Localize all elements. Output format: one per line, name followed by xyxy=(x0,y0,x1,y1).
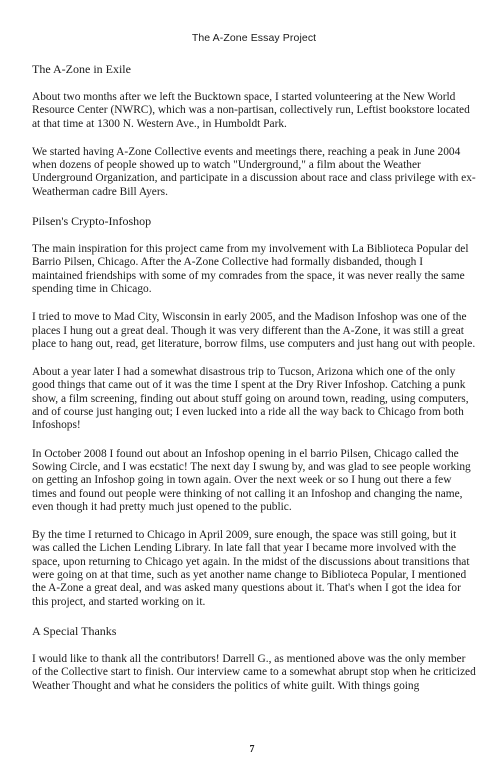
paragraph: In October 2008 I found out about an Infoshop opening in el barrio Pilsen, Chicago called the Sowing Circle, and I was ecstatic! The next day I swung by, and was glad to see people working on getting an Infoshop going in town again. Over the next week or so I hung out there a few times and found out people were thinking of not calling it an Infoshop and changing the name, even though it had pretty much just opened to the public. xyxy=(32,447,471,513)
paragraph: We started having A-Zone Collective events and meetings there, reaching a peak in June 2004 when dozens of people showed up to watch "Underground," a film about the Weather Underground Organization, and participate in a discussion about race and class privilege with ex-Weatherman cadre Bill Ayers. xyxy=(32,145,476,198)
paragraph: I tried to move to Mad City, Wisconsin in early 2005, and the Madison Infoshop was one of the places I hung out a great deal. Though it was very different than the A-Zone, it was still a great place to hang out, read, get literature, borrow films, use computers and just hang out with people. xyxy=(32,311,476,350)
page-number: 7 xyxy=(249,744,255,755)
paragraph: About a year later I had a somewhat disastrous trip to Tucson, Arizona which one of the only good things that came out of it was the time I spent at the Dry River Infoshop. Catching a punk show, a film screening, finding out about stuff going on around town, reading, using computers, and of course just hanging out; I even lucked into a ride all the way back to Chicago from both Infoshops! xyxy=(32,366,469,432)
section-heading-crypto-infoshop: Pilsen's Crypto-Infoshop xyxy=(32,214,152,229)
paragraph: I would like to thank all the contributors! Darrell G., as mentioned above was the only member of the Collective start to finish. Our interview came to a somewhat abrupt stop when he criticized Weather Thought and what he considers the politics of white guilt. With things going xyxy=(32,652,476,692)
paragraph: By the time I returned to Chicago in April 2009, sure enough, the space was still going, but it was called the Lichen Lending Library. In late fall that year I became more involved with the space, upon returning to Chicago yet again. In the midst of the discussions about transitions that were going on at that time, such as yet another name change to Biblioteca Popular, I mentioned the A-Zone a great deal, and was asked many questions about it. That's when I got the idea for this project, and started working on it. xyxy=(32,529,470,608)
section-heading-exile: The A-Zone in Exile xyxy=(32,62,131,76)
running-head: The A-Zone Essay Project xyxy=(191,32,317,44)
paragraph: About two months after we left the Bucktown space, I started volunteering at the New World Resource Center (NWRC), which was a non-partisan, collectively run, Leftist bookstore located at that time at 1300 N. Western Ave., in Humboldt Park. xyxy=(32,91,470,130)
paragraph: The main inspiration for this project came from my involvement with La Biblioteca Popular del Barrio Pilsen, Chicago. After the A-Zone Collective had formally disbanded, though I maintained friendships with some of my comrades from the space, it was never really the same spending time in Chicago. xyxy=(32,243,469,295)
section-heading-special-thanks: A Special Thanks xyxy=(32,623,117,638)
